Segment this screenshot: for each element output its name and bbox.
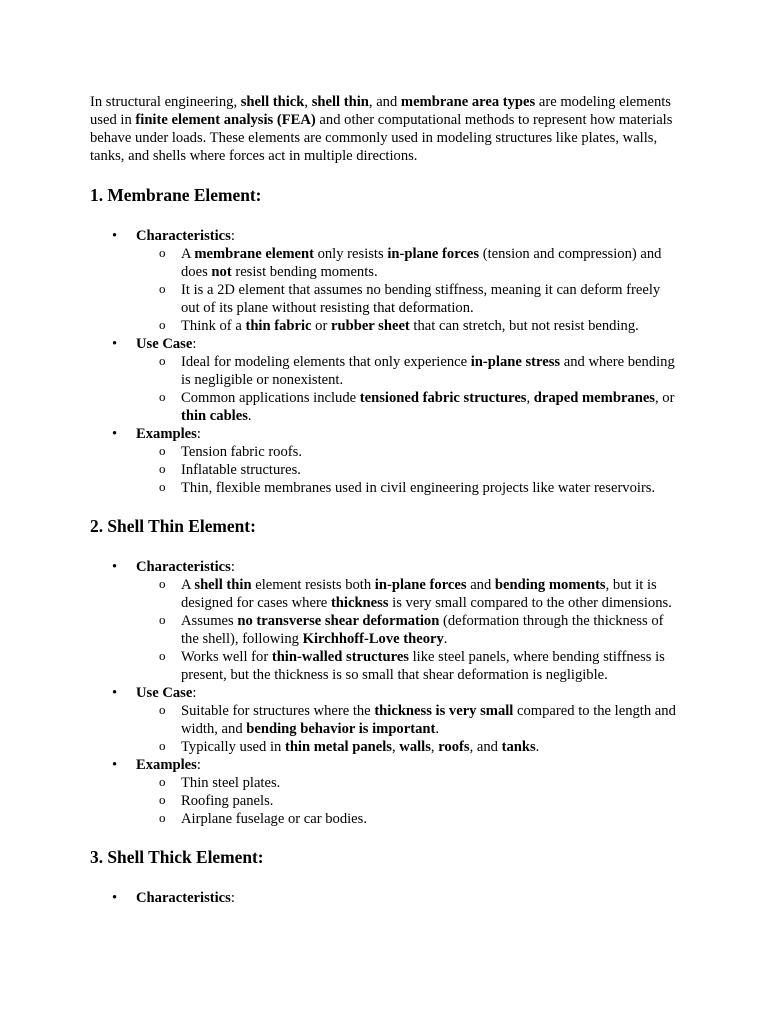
group-label: Characteristics [136,559,231,575]
bold-text: in-plane forces [387,246,480,262]
text-run: . [535,739,540,755]
list-item [90,756,682,828]
text-run: resist bending moments. [231,264,378,280]
text-run: Tension fabric roofs. [181,444,302,460]
circle-bullet-icon: o [159,702,166,717]
bullet-icon: • [112,890,118,906]
text-run: Common applications include [181,390,360,406]
section-heading: 2. Shell Thin Element: [90,516,256,536]
circle-bullet-icon: o [159,648,166,663]
text-run: It is a 2D element that assumes no bending stiffness, meaning it can deform freely out of its plane without resisting that deformation. [181,282,661,316]
list-item [90,335,682,425]
list-item [90,889,682,907]
circle-bullet-icon: o [159,774,166,789]
text-run: A [181,577,195,593]
list-item [90,425,682,497]
group-label: Examples [136,426,197,442]
text-run: , [391,739,400,755]
text-run: A [181,246,195,262]
intro-paragraph [90,93,682,165]
sub-list-item [136,281,682,317]
section-list [90,889,682,907]
bold-text: thin fabric [245,318,312,334]
text-run: , [430,739,439,755]
sub-list-item [136,353,682,389]
text-run: Think of a [181,318,246,334]
bold-text: draped membranes [533,390,655,406]
bold-text: shell thin [311,94,369,110]
bold-text: thin-walled structures [271,649,409,665]
text-run: Thin steel plates. [181,775,281,791]
sub-list [136,245,682,335]
text-run: , and [368,94,401,110]
circle-bullet-icon: o [159,479,166,494]
list-item [90,558,682,684]
bold-text: rubber sheet [331,318,410,334]
sub-list [136,443,682,497]
bold-text: bending moments [494,577,606,593]
bullet-icon: • [112,685,118,701]
bold-text: finite element analysis (FEA) [135,112,316,128]
bold-text: membrane area types [400,94,536,110]
text-run: is very small compared to the other dimensions. [388,595,672,611]
text-run: or [311,318,331,334]
text-run: , [526,390,534,406]
bold-text: roofs [438,739,470,755]
label-suffix: : [196,426,201,442]
text-run: (tension and compression) and does [181,246,662,280]
bold-text: in-plane stress [470,354,561,370]
circle-bullet-icon: o [159,245,166,260]
text-run: Typically used in [181,739,285,755]
circle-bullet-icon: o [159,281,166,296]
text-run: like steel panels, where bending stiffness is present, but the thickness is so small that shear deformation is negligible. [181,649,665,683]
text-run: Airplane fuselage or car bodies. [181,811,367,827]
circle-bullet-icon: o [159,317,166,332]
group-label: Use Case [136,336,193,352]
circle-bullet-icon: o [159,389,166,404]
bold-text: bending behavior is important [246,721,436,737]
text-run: , and [469,739,502,755]
list-item [90,684,682,756]
text-run: Suitable for structures where the [181,703,375,719]
label-suffix: : [192,336,197,352]
group-label: Characteristics [136,890,231,906]
sub-list [136,702,682,756]
sub-list-item [136,702,682,738]
text-run: . [247,408,252,424]
sections-container [90,185,682,907]
bullet-icon: • [112,336,118,352]
sub-list-item [136,479,682,497]
group-label: Characteristics [136,228,231,244]
section-heading: 1. Membrane Element: [90,185,262,205]
text-run: Assumes [181,613,238,629]
label-suffix: : [230,228,235,244]
text-run: Inflatable structures. [181,462,301,478]
text-run: compared to the length and width, and [181,703,676,737]
group-label: Use Case [136,685,193,701]
text-run: and [466,577,495,593]
circle-bullet-icon: o [159,738,166,753]
text-run: Works well for [181,649,272,665]
text-run: , or [655,390,675,406]
circle-bullet-icon: o [159,612,166,627]
document-page [90,93,682,926]
bold-text: tensioned fabric structures [359,390,527,406]
bold-text: not [211,264,232,280]
bold-text: thin cables [181,408,248,424]
sub-list-item [136,774,682,792]
text-run: Thin, flexible membranes used in civil engineering projects like water reservoirs. [181,480,656,496]
text-run: and where bending is negligible or nonexistent. [181,354,675,388]
section-heading: 3. Shell Thick Element: [90,847,264,867]
sub-list-item [136,810,682,828]
sub-list-item [136,792,682,810]
bullet-icon: • [112,757,118,773]
sub-list [136,353,682,425]
bold-text: walls [399,739,431,755]
section-list [90,227,682,497]
label-suffix: : [196,757,201,773]
sub-list [136,774,682,828]
text-run: element resists both [251,577,375,593]
sub-list-item [136,612,682,648]
bold-text: tanks [501,739,536,755]
bold-text: Kirchhoff-Love theory [302,631,444,647]
sub-list-item [136,317,682,335]
label-suffix: : [230,559,235,575]
text-run: (deformation through the thickness of the shell), following [181,613,664,647]
text-run: In structural engineering, [90,94,241,110]
bullet-icon: • [112,426,118,442]
circle-bullet-icon: o [159,792,166,807]
text-run: Roofing panels. [181,793,274,809]
text-run: are modeling elements used in [90,94,671,128]
sub-list-item [136,576,682,612]
sub-list-item [136,245,682,281]
sub-list [136,576,682,684]
text-run: , [304,94,312,110]
label-suffix: : [192,685,197,701]
circle-bullet-icon: o [159,576,166,591]
bold-text: thin metal panels [284,739,392,755]
text-run: . [443,631,448,647]
sub-list-item [136,738,682,756]
bold-text: membrane element [194,246,314,262]
circle-bullet-icon: o [159,461,166,476]
sub-list-item [136,461,682,479]
circle-bullet-icon: o [159,810,166,825]
list-item [90,227,682,335]
circle-bullet-icon: o [159,443,166,458]
text-run: that can stretch, but not resist bending. [409,318,639,334]
sub-list-item [136,648,682,684]
circle-bullet-icon: o [159,353,166,368]
text-run: and other computational methods to represent how materials behave under loads. These elements are commonly used in modeling structures like plates, walls, tanks, and shells where forces act in multiple directions. [90,112,673,164]
text-run: Ideal for modeling elements that only experience [181,354,471,370]
bold-text: thickness [330,595,389,611]
bullet-icon: • [112,228,118,244]
text-run: . [435,721,439,737]
bold-text: shell thick [240,94,305,110]
section-list [90,558,682,828]
bold-text: no transverse shear deformation [237,613,440,629]
bullet-icon: • [112,559,118,575]
bold-text: shell thin [194,577,252,593]
sub-list-item [136,389,682,425]
label-suffix: : [230,890,235,906]
bold-text: in-plane forces [374,577,467,593]
sub-list-item [136,443,682,461]
group-label: Examples [136,757,197,773]
bold-text: thickness is very small [374,703,514,719]
text-run: , but it is designed for cases where [181,577,657,611]
text-run: only resists [313,246,388,262]
